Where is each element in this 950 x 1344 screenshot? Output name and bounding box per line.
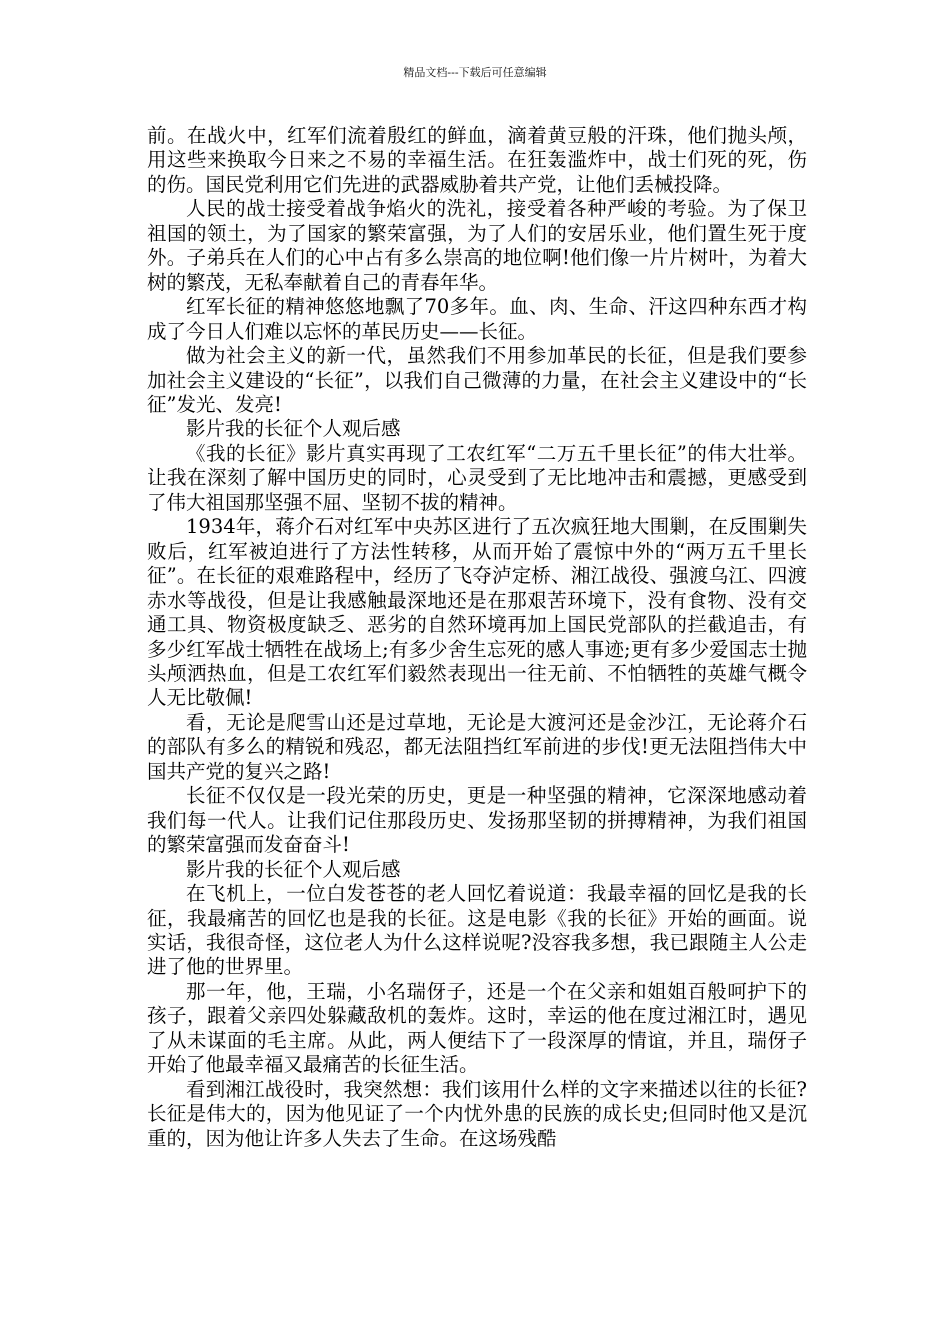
paragraph: 那一年，他，王瑞，小名瑞伢子，还是一个在父亲和姐姐百般呵护下的孩子，跟着父亲四处躲藏敌机的轰炸。这时，幸运的他在度过湘江时，遇见了从未谋面的毛主席。从此，两人便结下了一段深厚的情谊，并且，瑞伢子开始了他最幸福又最痛苦的长征生活。 [147, 979, 807, 1077]
paragraph: 看到湘江战役时，我突然想：我们该用什么样的文字来描述以往的长征?长征是伟大的，因为他见证了一个内忧外患的民族的成长史;但同时他又是沉重的，因为他让许多人失去了生命。在这场残酷 [147, 1077, 807, 1150]
section-heading: 影片我的长征个人观后感 [186, 417, 401, 441]
page-header: 精品文档---下载后可任意编辑 [403, 66, 547, 79]
paragraph: 人民的战士接受着战争焰火的洗礼，接受着各种严峻的考验。为了保卫祖国的领土，为了国家的繁荣富强，为了人们的安居乐业，他们置生死于度外。子弟兵在人们的心中占有多么崇高的地位啊!他们像一片片树叶，为着大树的繁茂，无私奉献着自己的青春年华。 [147, 197, 807, 294]
document-body [147, 124, 807, 1151]
paragraph: 在飞机上，一位白发苍苍的老人回忆着说道：我最幸福的回忆是我的长征，我最痛苦的回忆也是我的长征。这是电影《我的长征》开始的画面。说实话，我很奇怪，这位老人为什么这样说呢?没容我多想，我已跟随主人公走进了他的世界里。 [147, 882, 807, 979]
paragraph: 1934年，蒋介石对红军中央苏区进行了五次疯狂地大围剿，在反围剿失败后，红军被迫进行了方法性转移，从而开始了震惊中外的“两万五千里长征”。在长征的艰难路程中，经历了飞夺泸定桥、湘江战役、强渡乌江、四渡赤水等战役，但是让我感触最深地还是在那艰苦环境下，没有食物、没有交通工具、物资极度缺乏、恶劣的自然环境再加上国民党部队的拦截追击，有多少红军战士牺牲在战场上;有多少舍生忘死的感人事迹;更有多少爱国志士抛头颅洒热血，但是工农红军们毅然表现出一往无前、不怕牺牲的英雄气概令人无比敬佩! [147, 515, 807, 710]
paragraph: 红军长征的精神悠悠地飘了70多年。血、肉、生命、汗这四种东西才构成了今日人们难以忘怀的革民历史——长征。 [147, 295, 807, 343]
paragraph: 看，无论是爬雪山还是过草地，无论是大渡河还是金沙江，无论蒋介石的部队有多么的精锐和残忍，都无法阻挡红军前进的步伐!更无法阻挡伟大中国共产党的复兴之路! [147, 710, 807, 783]
paragraph: 长征不仅仅是一段光荣的历史，更是一种坚强的精神，它深深地感动着我们每一代人。让我们记住那段历史、发扬那坚韧的拼搏精神，为我们祖国的繁荣富强而发奋奋斗! [147, 784, 807, 857]
paragraph: 前。在战火中，红军们流着殷红的鲜血，滴着黄豆般的汗珠，他们抛头颅，用这些来换取今日来之不易的幸福生活。在狂轰滥炸中，战士们死的死，伤的伤。国民党利用它们先进的武器威胁着共产党，让他们丢械投降。 [147, 124, 807, 196]
section-heading: 影片我的长征个人观后感 [186, 857, 401, 881]
paragraph: 《我的长征》影片真实再现了工农红军“二万五千里长征”的伟大壮举。让我在深刻了解中国历史的同时，心灵受到了无比地冲击和震撼，更感受到了伟大祖国那坚强不屈、坚韧不拔的精神。 [147, 441, 807, 514]
paragraph: 做为社会主义的新一代，虽然我们不用参加革民的长征，但是我们要参加社会主义建设的“长征”，以我们自己微薄的力量，在社会主义建设中的“长征”发光、发亮! [147, 344, 807, 416]
